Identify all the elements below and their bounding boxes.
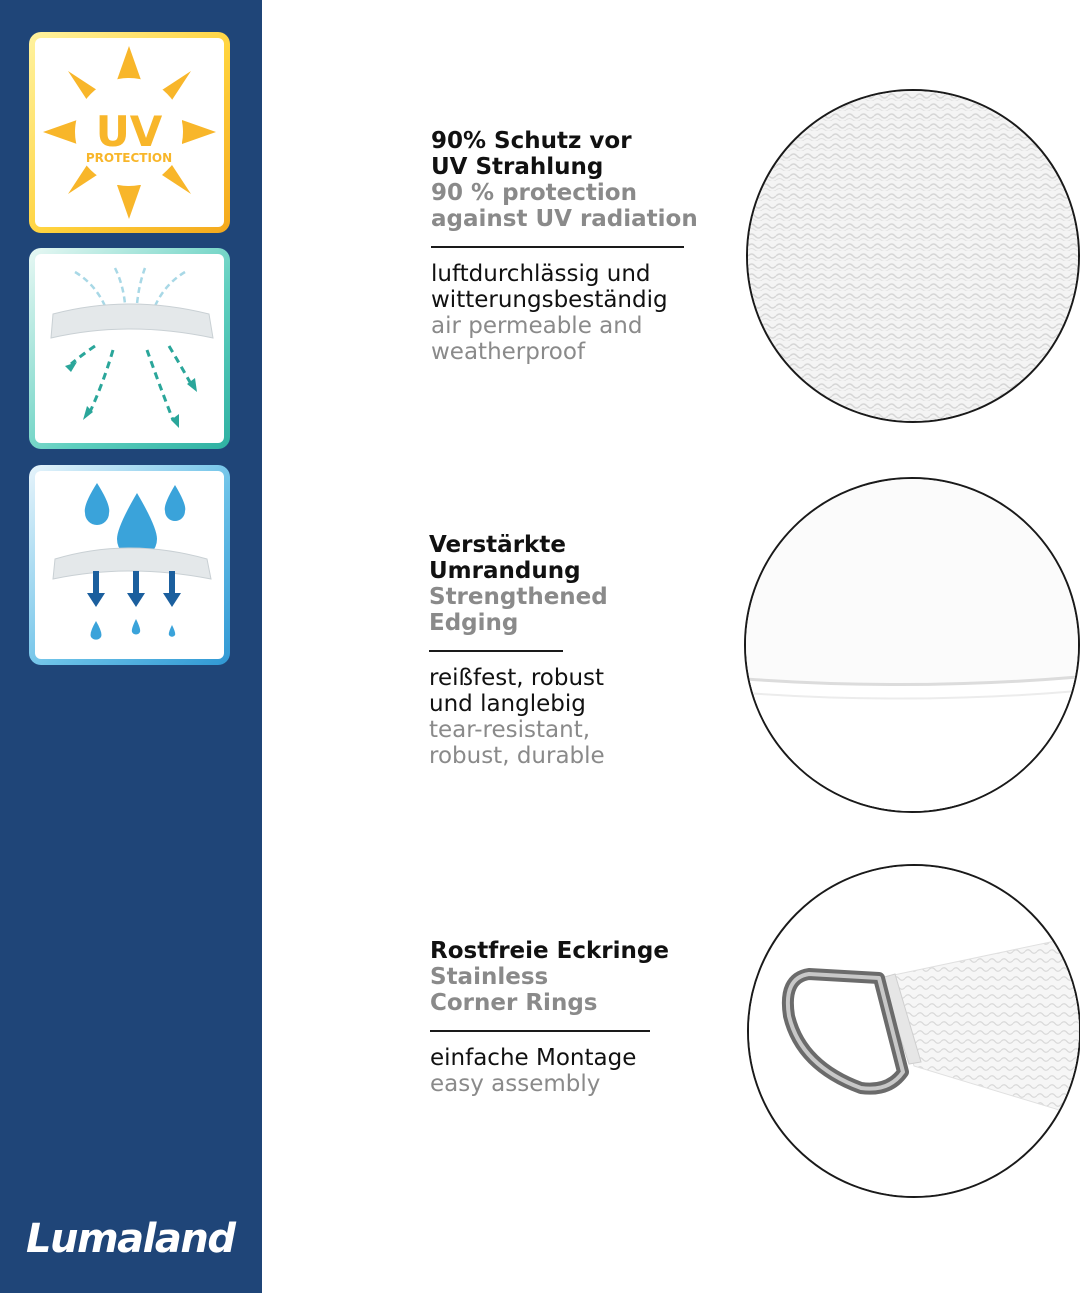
feature-description: luftdurchlässig und witterungsbeständig bbox=[431, 261, 668, 313]
feature-subtitle: Stainless Corner Rings bbox=[430, 964, 598, 1016]
feature-rings bbox=[430, 938, 669, 1097]
divider bbox=[431, 246, 684, 248]
feature-title: Rostfreie Eckringe bbox=[430, 938, 669, 964]
water-drainage-icon bbox=[35, 471, 224, 659]
feature-description: einfache Montage bbox=[430, 1045, 637, 1071]
feature-description-en: air permeable and weatherproof bbox=[431, 313, 643, 365]
corner-ring-image bbox=[747, 864, 1080, 1198]
uv-protection-icon bbox=[35, 38, 224, 227]
feature-description-en: easy assembly bbox=[430, 1071, 601, 1097]
sidebar bbox=[0, 0, 262, 1293]
uv-protection-tile bbox=[29, 32, 230, 233]
feature-uv bbox=[431, 128, 698, 365]
edging-image bbox=[744, 477, 1080, 813]
air-permeable-icon bbox=[35, 254, 224, 443]
feature-title: Verstärkte Umrandung bbox=[429, 532, 581, 584]
feature-subtitle: 90 % protection against UV radiation bbox=[431, 180, 698, 232]
feature-description: reißfest, robust und langlebig bbox=[429, 665, 605, 717]
uv-big-text: UV bbox=[95, 107, 163, 156]
feature-edging bbox=[429, 532, 608, 769]
divider bbox=[430, 1030, 650, 1032]
feature-description-en: tear-resistant, robust, durable bbox=[429, 717, 605, 769]
feature-title: 90% Schutz vor UV Strahlung bbox=[431, 128, 632, 180]
fabric-texture-image bbox=[746, 89, 1080, 423]
air-permeable-tile bbox=[29, 248, 230, 449]
feature-subtitle: Strengthened Edging bbox=[429, 584, 608, 636]
uv-small-text: PROTECTION bbox=[85, 151, 173, 165]
brand-logo: Lumaland bbox=[26, 1216, 235, 1262]
divider bbox=[429, 650, 563, 652]
water-drainage-tile bbox=[29, 465, 230, 665]
